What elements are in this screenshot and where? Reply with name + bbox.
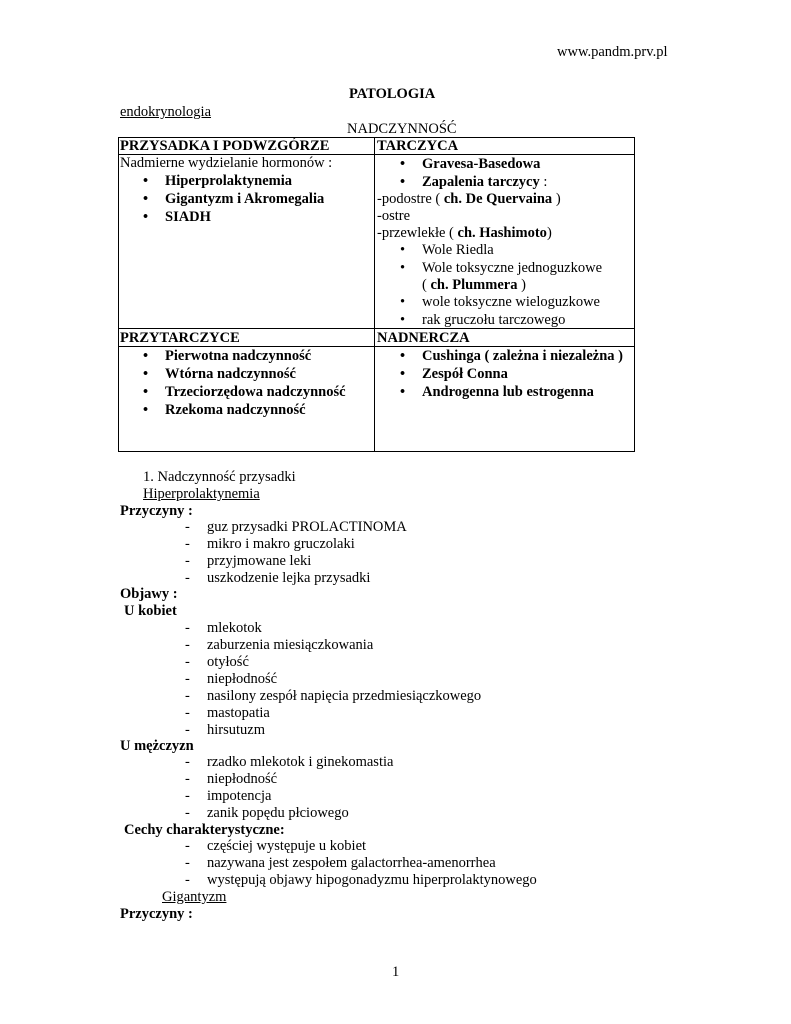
label-u-kobiet: U kobiet <box>124 603 177 619</box>
table-border-left <box>118 137 119 451</box>
label-przyczyny: Przyczyny : <box>120 503 193 519</box>
tarczyca-przewlekle: -przewlekłe ( ch. Hashimoto) <box>377 225 552 241</box>
table-border-bottom <box>118 451 635 452</box>
table-column-divider <box>374 137 375 451</box>
label-u-mezczyzn: U mężczyzn <box>120 738 194 754</box>
page-title: PATOLOGIA <box>349 86 436 102</box>
cell-heading-przytarczyce: PRZYTARCZYCE <box>120 330 240 346</box>
section-heading: 1. Nadczynność przysadki <box>143 469 296 485</box>
page-number: 1 <box>392 964 400 980</box>
table-border-right <box>634 137 635 451</box>
label-cechy: Cechy charakterystyczne: <box>124 822 285 838</box>
subsection-gigantyzm: Gigantyzm <box>162 889 227 905</box>
tarczyca-ostre: -ostre <box>377 208 411 224</box>
cell-heading-nadnercza: NADNERCZA <box>377 330 470 346</box>
cell-heading-przysadka: PRZYSADKA I PODWZGÓRZE <box>120 138 330 154</box>
label-objawy: Objawy : <box>120 586 178 602</box>
page-subtitle: endokrynologia <box>120 104 212 120</box>
list-item-continuation: ( ch. Plummera ) <box>422 277 526 293</box>
tarczyca-podostre: -podostre ( ch. De Quervaina ) <box>377 191 561 207</box>
header-url: www.pandm.prv.pl <box>557 44 668 60</box>
subsection-hiperprolaktynemia: Hiperprolaktynemia <box>143 486 260 502</box>
cell-heading-tarczyca: TARCZYCA <box>377 138 459 154</box>
table-caption: NADCZYNNOŚĆ <box>347 121 457 137</box>
label-przyczyny-2: Przyczyny : <box>120 906 193 922</box>
cell-intro-przysadka: Nadmierne wydzielanie hormonów : <box>120 155 333 171</box>
